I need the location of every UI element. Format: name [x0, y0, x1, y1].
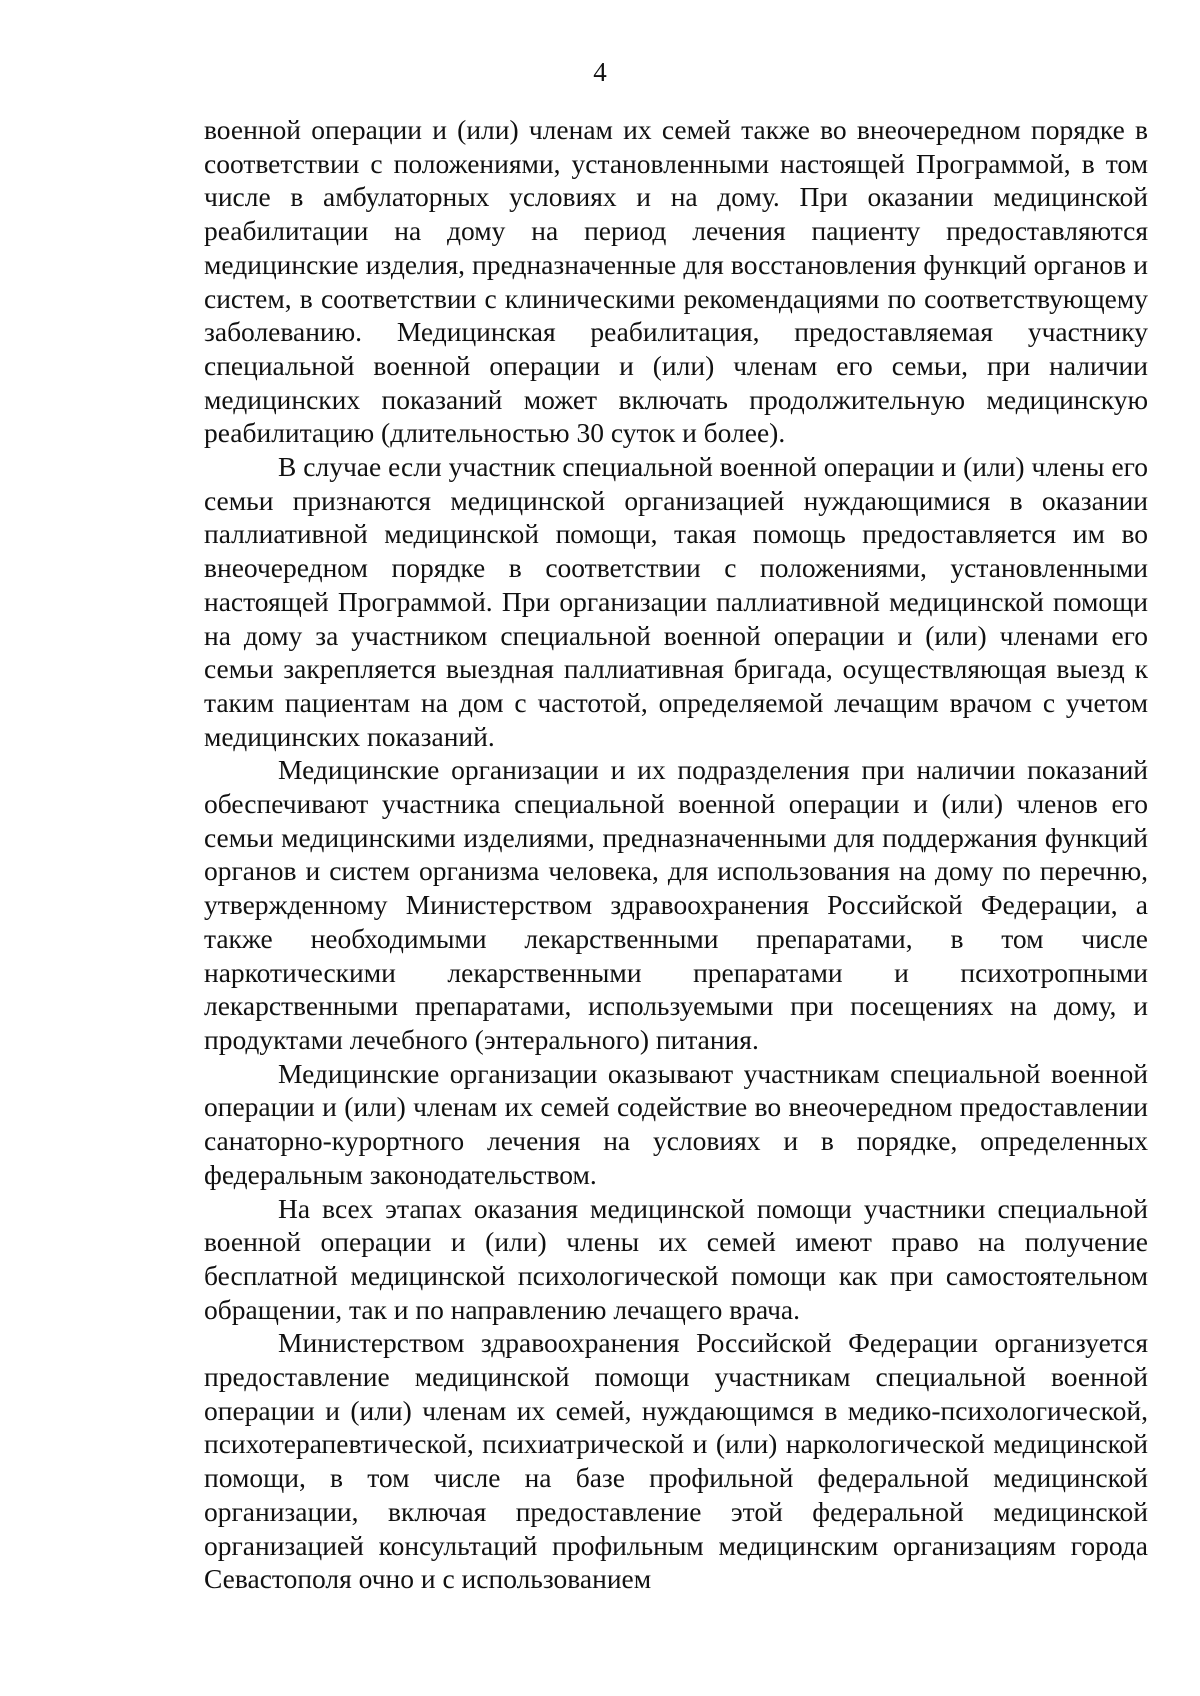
paragraph-ministry-organization: Министерством здравоохранения Российской Федерации организуется предоставление медицинской помощи участникам специальной военной операции и (или) членам их семей, нуждающимся в медико-психологической, психотерапевтической, психиатрической и (или) наркологической медицинской помощи, в том числе на базе профильной федеральной медицинской организации, включая предоставление этой федеральной медицинской организацией консультаций профильным медицинским организациям города Севастополя очно и с использованием [204, 1327, 1148, 1595]
document-body [204, 113, 1148, 1596]
paragraph-medical-devices: Медицинские организации и их подразделения при наличии показаний обеспечивают участника специальной военной операции и (или) членов его семьи медицинскими изделиями, предназначенными для поддержания функций органов и систем организма человека, для использования на дому по перечню, утвержденному Министерством здравоохранения Российской Федерации, а также необходимыми лекарственными препаратами, в том числе наркотическими лекарственными препаратами и психотропными лекарственными препаратами, используемыми при посещениях на дому, и продуктами лечебного (энтерального) питания. [204, 754, 1148, 1055]
paragraph-psychological-help: На всех этапах оказания медицинской помощи участники специальной военной операции и (или) члены их семей имеют право на получение бесплатной медицинской психологической помощи как при самостоятельном обращении, так и по направлению лечащего врача. [204, 1192, 1148, 1325]
paragraph-continuation: военной операции и (или) членам их семей также во внеочередном порядке в соответствии с положениями, установленными настоящей Программой, в том числе в амбулаторных условиях и на дому. При оказании медицинской реабилитации на дому на период лечения пациенту предоставляются медицинские изделия, предназначенные для восстановления функций органов и систем, в соответствии с клиническими рекомендациями по соответствующему заболеванию. Медицинская реабилитация, предоставляемая участнику специальной военной операции и (или) членам его семьи, при наличии медицинских показаний может включать продолжительную медицинскую реабилитацию (длительностью 30 суток и более). [204, 114, 1148, 449]
page-number: 4 [593, 57, 607, 87]
paragraph-sanatorium-treatment: Медицинские организации оказывают участникам специальной военной операции и (или) членам их семей содействие во внеочередном предоставлении санаторно-курортного лечения на условиях и в порядке, определенных федеральным законодательством. [204, 1057, 1148, 1190]
paragraph-palliative-care: В случае если участник специальной военной операции и (или) члены его семьи признаются медицинской организацией нуждающимися в оказании паллиативной медицинской помощи, такая помощь предоставляется им во внеочередном порядке в соответствии с положениями, установленными настоящей Программой. При организации паллиативной медицинской помощи на дому за участником специальной военной операции и (или) членами его семьи закрепляется выездная паллиативная бригада, осуществляющая выезд к таким пациентам на дом с частотой, определяемой лечащим врачом с учетом медицинских показаний. [204, 451, 1148, 752]
